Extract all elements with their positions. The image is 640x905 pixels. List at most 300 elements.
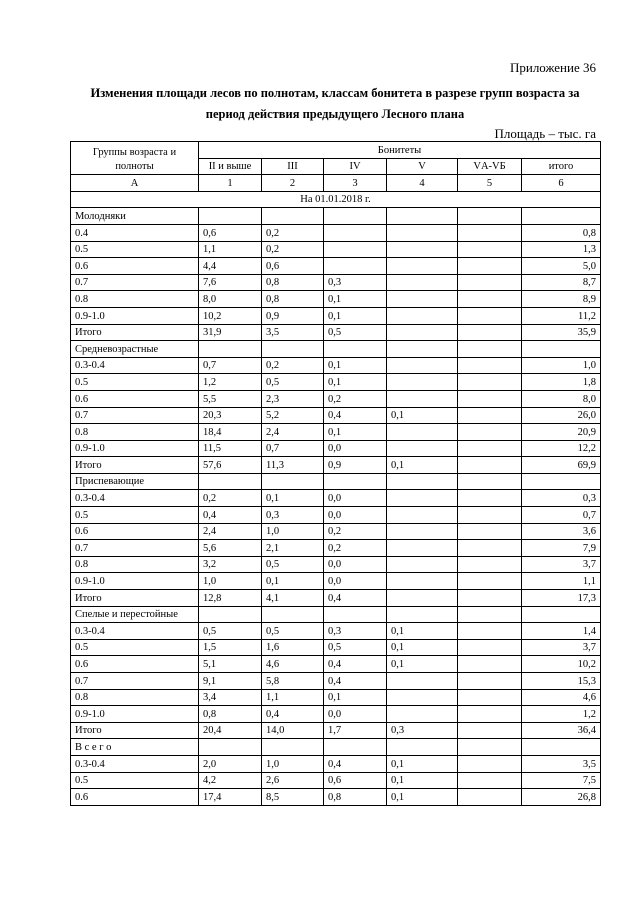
group-header-row: [71, 606, 601, 623]
empty-cell: [387, 341, 458, 358]
empty-cell: [324, 473, 387, 490]
table-row: [71, 424, 601, 441]
empty-cell: [387, 473, 458, 490]
value-cell: 0,0: [324, 507, 387, 524]
table-row: [71, 656, 601, 673]
header-bonitet: Бонитеты: [199, 142, 601, 159]
value-cell: 0,1: [387, 789, 458, 806]
value-cell: 1,3: [522, 241, 601, 258]
table-row: [71, 274, 601, 291]
group-name: Средневозрастные: [71, 341, 199, 358]
value-cell: 3,4: [199, 689, 262, 706]
value-cell: 0,8: [324, 789, 387, 806]
value-cell: 3,2: [199, 556, 262, 573]
total-value-cell: 36,4: [522, 722, 601, 739]
value-cell: 2,4: [262, 424, 324, 441]
value-cell: 0,1: [324, 291, 387, 308]
value-cell: 5,5: [199, 390, 262, 407]
total-value-cell: 4,1: [262, 590, 324, 607]
empty-cell: [262, 473, 324, 490]
value-cell: 0,7: [522, 507, 601, 524]
value-cell: [324, 241, 387, 258]
value-cell: 4,4: [199, 258, 262, 275]
unit-label: Площадь – тыс. га: [494, 126, 596, 141]
value-cell: [458, 357, 522, 374]
value-cell: 0,1: [387, 407, 458, 424]
value-cell: 0,4: [324, 656, 387, 673]
header-col-2: III: [262, 158, 324, 175]
total-value-cell: [458, 590, 522, 607]
value-cell: [387, 556, 458, 573]
value-cell: 10,2: [522, 656, 601, 673]
empty-cell: [324, 341, 387, 358]
empty-cell: [387, 208, 458, 225]
value-cell: 0,4: [324, 673, 387, 690]
total-value-cell: 11,3: [262, 457, 324, 474]
value-cell: 0,2: [262, 224, 324, 241]
value-cell: 11,2: [522, 307, 601, 324]
value-cell: 0,2: [324, 523, 387, 540]
density-label: 0.5: [71, 639, 199, 656]
index-cell: А: [71, 175, 199, 192]
table-row: [71, 789, 601, 806]
density-label: 0.6: [71, 258, 199, 275]
value-cell: 0,0: [324, 440, 387, 457]
value-cell: 0,3: [522, 490, 601, 507]
empty-cell: [199, 739, 262, 756]
table-row: [71, 374, 601, 391]
table-row: [71, 440, 601, 457]
value-cell: 3,7: [522, 639, 601, 656]
value-cell: 9,1: [199, 673, 262, 690]
value-cell: 1,1: [262, 689, 324, 706]
value-cell: 0,1: [387, 639, 458, 656]
value-cell: 0,2: [324, 540, 387, 557]
value-cell: [458, 789, 522, 806]
value-cell: 1,8: [522, 374, 601, 391]
value-cell: 4,2: [199, 772, 262, 789]
empty-cell: [199, 606, 262, 623]
document-title: [70, 83, 600, 125]
total-value-cell: 0,4: [324, 590, 387, 607]
table-row: [71, 241, 601, 258]
value-cell: [458, 573, 522, 590]
table-row: [71, 755, 601, 772]
table-row: [71, 507, 601, 524]
value-cell: [458, 540, 522, 557]
total-value-cell: 17,3: [522, 590, 601, 607]
index-row: [71, 175, 601, 192]
value-cell: 0,1: [262, 490, 324, 507]
density-label: 0.6: [71, 390, 199, 407]
value-cell: 7,5: [522, 772, 601, 789]
empty-cell: [458, 739, 522, 756]
value-cell: 5,6: [199, 540, 262, 557]
value-cell: 2,0: [199, 755, 262, 772]
total-row: [71, 590, 601, 607]
table-row: [71, 224, 601, 241]
total-value-cell: [458, 457, 522, 474]
value-cell: 1,1: [199, 241, 262, 258]
value-cell: [387, 258, 458, 275]
value-cell: 2,3: [262, 390, 324, 407]
density-label: 0.7: [71, 673, 199, 690]
value-cell: [458, 656, 522, 673]
title-line-1: Изменения площади лесов по полнотам, классам бонитета в разрезе групп возраста за: [90, 86, 580, 100]
value-cell: 0,3: [324, 623, 387, 640]
empty-cell: [199, 473, 262, 490]
value-cell: [458, 556, 522, 573]
total-value-cell: 0,9: [324, 457, 387, 474]
value-cell: 10,2: [199, 307, 262, 324]
empty-cell: [522, 341, 601, 358]
value-cell: 3,7: [522, 556, 601, 573]
density-label: 0.3-0.4: [71, 755, 199, 772]
value-cell: 4,6: [262, 656, 324, 673]
header-col-4: V: [387, 158, 458, 175]
total-row: [71, 324, 601, 341]
table-row: [71, 407, 601, 424]
value-cell: [387, 523, 458, 540]
total-value-cell: 31,9: [199, 324, 262, 341]
value-cell: [387, 357, 458, 374]
density-label: 0.5: [71, 241, 199, 258]
value-cell: [458, 374, 522, 391]
value-cell: 8,7: [522, 274, 601, 291]
header-row: [71, 142, 601, 159]
value-cell: 18,4: [199, 424, 262, 441]
value-cell: 0,6: [199, 224, 262, 241]
value-cell: 1,5: [199, 639, 262, 656]
value-cell: 0,1: [262, 573, 324, 590]
value-cell: [387, 689, 458, 706]
value-cell: 26,0: [522, 407, 601, 424]
empty-cell: [522, 473, 601, 490]
value-cell: 12,2: [522, 440, 601, 457]
value-cell: 0,7: [262, 440, 324, 457]
density-label: 0.5: [71, 772, 199, 789]
value-cell: 0,0: [324, 573, 387, 590]
empty-cell: [199, 208, 262, 225]
value-cell: 0,5: [262, 623, 324, 640]
total-value-cell: 69,9: [522, 457, 601, 474]
density-label: 0.9-1.0: [71, 573, 199, 590]
value-cell: [458, 689, 522, 706]
density-label: 0.3-0.4: [71, 357, 199, 374]
value-cell: 20,3: [199, 407, 262, 424]
table-row: [71, 639, 601, 656]
group-name: Молодняки: [71, 208, 199, 225]
table-row: [71, 540, 601, 557]
index-cell: 5: [458, 175, 522, 192]
value-cell: 7,6: [199, 274, 262, 291]
group-name: Приспевающие: [71, 473, 199, 490]
value-cell: 0,5: [199, 623, 262, 640]
value-cell: [458, 274, 522, 291]
value-cell: 0,2: [262, 357, 324, 374]
value-cell: [458, 307, 522, 324]
total-value-cell: 0,3: [387, 722, 458, 739]
value-cell: [387, 440, 458, 457]
value-cell: 8,5: [262, 789, 324, 806]
value-cell: 1,0: [199, 573, 262, 590]
density-label: 0.5: [71, 507, 199, 524]
empty-cell: [262, 208, 324, 225]
value-cell: [458, 390, 522, 407]
value-cell: [387, 490, 458, 507]
value-cell: 0,2: [324, 390, 387, 407]
value-cell: 0,0: [324, 706, 387, 723]
value-cell: 2,4: [199, 523, 262, 540]
table-row: [71, 490, 601, 507]
value-cell: 0,4: [324, 407, 387, 424]
total-value-cell: 0,5: [324, 324, 387, 341]
total-value-cell: 57,6: [199, 457, 262, 474]
total-value-cell: 20,4: [199, 722, 262, 739]
group-header-row: [71, 739, 601, 756]
value-cell: [387, 291, 458, 308]
empty-cell: [324, 606, 387, 623]
value-cell: [324, 258, 387, 275]
value-cell: 0,1: [324, 307, 387, 324]
value-cell: [458, 258, 522, 275]
value-cell: 11,5: [199, 440, 262, 457]
value-cell: [387, 673, 458, 690]
value-cell: 26,8: [522, 789, 601, 806]
value-cell: 0,1: [387, 772, 458, 789]
value-cell: [458, 755, 522, 772]
value-cell: 1,2: [199, 374, 262, 391]
total-label: Итого: [71, 324, 199, 341]
value-cell: 0,0: [324, 556, 387, 573]
value-cell: 0,5: [324, 639, 387, 656]
value-cell: 1,0: [522, 357, 601, 374]
value-cell: 0,1: [387, 623, 458, 640]
density-label: 0.7: [71, 274, 199, 291]
period-label: На 01.01.2018 г.: [71, 191, 601, 208]
forest-area-table: [70, 141, 601, 806]
value-cell: 15,3: [522, 673, 601, 690]
value-cell: 0,8: [262, 274, 324, 291]
value-cell: [387, 307, 458, 324]
density-label: 0.4: [71, 224, 199, 241]
table-row: [71, 772, 601, 789]
value-cell: 1,6: [262, 639, 324, 656]
value-cell: 0,1: [324, 357, 387, 374]
table-row: [71, 390, 601, 407]
value-cell: 0,1: [324, 689, 387, 706]
value-cell: [387, 540, 458, 557]
value-cell: 0,0: [324, 490, 387, 507]
value-cell: [458, 224, 522, 241]
value-cell: [387, 374, 458, 391]
value-cell: 0,4: [199, 507, 262, 524]
value-cell: 0,1: [387, 755, 458, 772]
value-cell: [387, 241, 458, 258]
group-name: В с е г о: [71, 739, 199, 756]
total-value-cell: 3,5: [262, 324, 324, 341]
total-value-cell: 35,9: [522, 324, 601, 341]
value-cell: [387, 507, 458, 524]
value-cell: [458, 623, 522, 640]
value-cell: 20,9: [522, 424, 601, 441]
empty-cell: [199, 341, 262, 358]
value-cell: 1,0: [262, 523, 324, 540]
table-row: [71, 258, 601, 275]
value-cell: 8,0: [522, 390, 601, 407]
density-label: 0.9-1.0: [71, 440, 199, 457]
value-cell: [387, 706, 458, 723]
appendix-label: Приложение 36: [509, 60, 596, 75]
table-row: [71, 673, 601, 690]
total-row: [71, 722, 601, 739]
total-value-cell: 12,8: [199, 590, 262, 607]
index-cell: 3: [324, 175, 387, 192]
empty-cell: [458, 341, 522, 358]
table-row: [71, 523, 601, 540]
table-row: [71, 291, 601, 308]
value-cell: [458, 639, 522, 656]
index-cell: 4: [387, 175, 458, 192]
empty-cell: [458, 473, 522, 490]
index-cell: 1: [199, 175, 262, 192]
table-row: [71, 357, 601, 374]
value-cell: 0,2: [262, 241, 324, 258]
total-value-cell: 0,1: [387, 457, 458, 474]
value-cell: [387, 573, 458, 590]
group-header-row: [71, 473, 601, 490]
value-cell: 1,0: [262, 755, 324, 772]
value-cell: [458, 706, 522, 723]
total-value-cell: [387, 590, 458, 607]
total-value-cell: [458, 722, 522, 739]
value-cell: 0,4: [262, 706, 324, 723]
empty-cell: [324, 739, 387, 756]
value-cell: [387, 274, 458, 291]
value-cell: [458, 291, 522, 308]
value-cell: [458, 407, 522, 424]
table-row: [71, 623, 601, 640]
value-cell: 3,6: [522, 523, 601, 540]
value-cell: 0,1: [324, 374, 387, 391]
value-cell: [387, 390, 458, 407]
group-header-row: [71, 208, 601, 225]
group-header-row: [71, 341, 601, 358]
value-cell: 0,5: [262, 556, 324, 573]
value-cell: 0,1: [387, 656, 458, 673]
index-cell: 6: [522, 175, 601, 192]
total-label: Итого: [71, 722, 199, 739]
table-row: [71, 573, 601, 590]
value-cell: 17,4: [199, 789, 262, 806]
density-label: 0.5: [71, 374, 199, 391]
table-row: [71, 689, 601, 706]
value-cell: 7,9: [522, 540, 601, 557]
title-line-2: период действия предыдущего Лесного плана: [205, 107, 465, 121]
value-cell: 2,6: [262, 772, 324, 789]
density-label: 0.8: [71, 424, 199, 441]
empty-cell: [262, 606, 324, 623]
value-cell: 0,6: [262, 258, 324, 275]
empty-cell: [387, 606, 458, 623]
value-cell: 1,4: [522, 623, 601, 640]
group-name: Спелые и перестойные: [71, 606, 199, 623]
table-row: [71, 706, 601, 723]
value-cell: 1,2: [522, 706, 601, 723]
total-label: Итого: [71, 457, 199, 474]
value-cell: 8,0: [199, 291, 262, 308]
empty-cell: [522, 739, 601, 756]
value-cell: 8,9: [522, 291, 601, 308]
value-cell: 5,0: [522, 258, 601, 275]
total-value-cell: [458, 324, 522, 341]
value-cell: [458, 507, 522, 524]
density-label: 0.3-0.4: [71, 490, 199, 507]
value-cell: 0,5: [262, 374, 324, 391]
density-label: 0.8: [71, 291, 199, 308]
header-group-col: Группы возраста и полноты: [71, 142, 199, 175]
value-cell: 4,6: [522, 689, 601, 706]
value-cell: 2,1: [262, 540, 324, 557]
value-cell: 0,3: [324, 274, 387, 291]
header-col-5: VА-VБ: [458, 158, 522, 175]
empty-cell: [458, 606, 522, 623]
total-value-cell: 14,0: [262, 722, 324, 739]
total-row: [71, 457, 601, 474]
period-row: [71, 191, 601, 208]
value-cell: 0,6: [324, 772, 387, 789]
density-label: 0.9-1.0: [71, 307, 199, 324]
table-row: [71, 307, 601, 324]
empty-cell: [522, 208, 601, 225]
density-label: 0.9-1.0: [71, 706, 199, 723]
density-label: 0.7: [71, 540, 199, 557]
value-cell: [458, 424, 522, 441]
value-cell: 0,3: [262, 507, 324, 524]
value-cell: 0,8: [522, 224, 601, 241]
value-cell: 5,1: [199, 656, 262, 673]
value-cell: [458, 772, 522, 789]
value-cell: 5,8: [262, 673, 324, 690]
empty-cell: [458, 208, 522, 225]
value-cell: [458, 673, 522, 690]
total-label: Итого: [71, 590, 199, 607]
empty-cell: [387, 739, 458, 756]
empty-cell: [324, 208, 387, 225]
density-label: 0.6: [71, 523, 199, 540]
value-cell: 0,7: [199, 357, 262, 374]
value-cell: [458, 440, 522, 457]
density-label: 0.6: [71, 656, 199, 673]
value-cell: 0,2: [199, 490, 262, 507]
value-cell: [458, 523, 522, 540]
header-col-6: итого: [522, 158, 601, 175]
value-cell: 0,8: [262, 291, 324, 308]
empty-cell: [522, 606, 601, 623]
value-cell: 0,8: [199, 706, 262, 723]
density-label: 0.8: [71, 689, 199, 706]
density-label: 0.8: [71, 556, 199, 573]
density-label: 0.3-0.4: [71, 623, 199, 640]
value-cell: [324, 224, 387, 241]
value-cell: [458, 241, 522, 258]
density-label: 0.6: [71, 789, 199, 806]
value-cell: [387, 224, 458, 241]
header-col-1: II и выше: [199, 158, 262, 175]
header-col-3: IV: [324, 158, 387, 175]
value-cell: 1,1: [522, 573, 601, 590]
index-cell: 2: [262, 175, 324, 192]
